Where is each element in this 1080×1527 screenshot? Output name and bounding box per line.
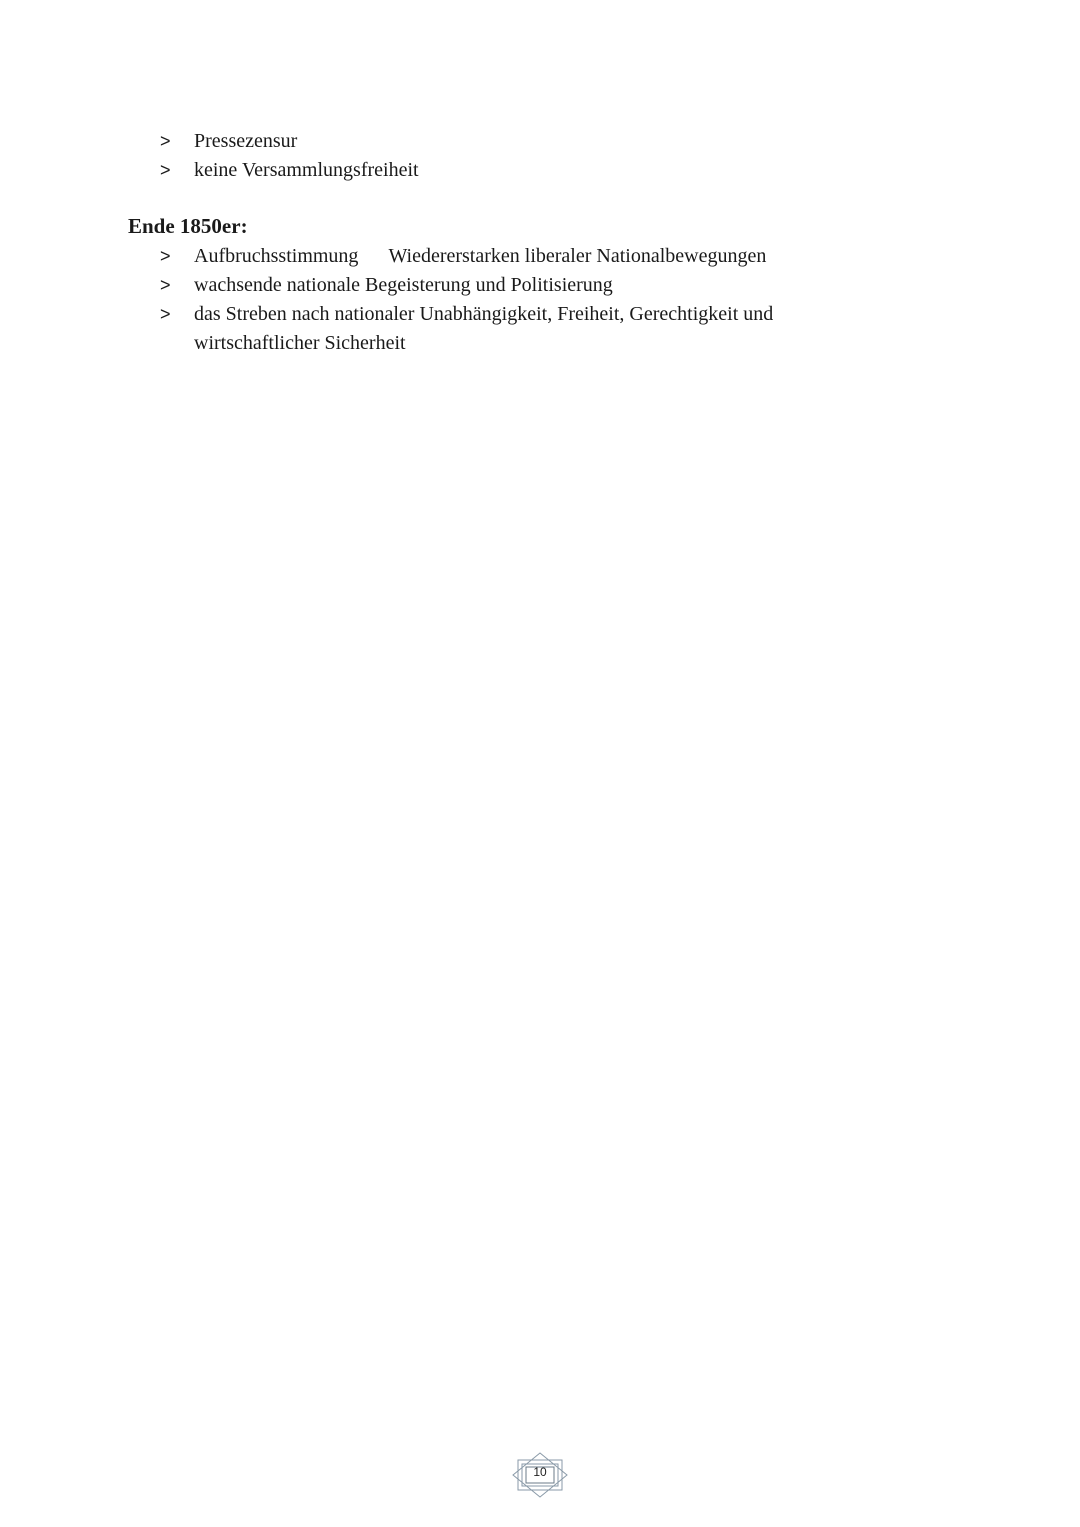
bullet-arrow-icon: > <box>160 275 171 295</box>
bullet-arrow-icon: > <box>160 131 171 151</box>
page-number-badge <box>512 1452 568 1498</box>
section-heading: Ende 1850er: <box>128 214 248 238</box>
list-item <box>160 156 419 185</box>
list-item-text: das Streben nach nationaler Unabhängigkeit, Freiheit, Gerechtigkeit und wirtschaftlicher Sicherheit <box>194 303 774 354</box>
bullet-list-top <box>160 127 419 185</box>
list-item-text: Wiedererstarken liberaler Nationalbewegungen <box>388 245 767 267</box>
list-item-text: keine Versammlungsfreiheit <box>194 159 419 181</box>
list-item-text: Pressezensur <box>194 130 298 152</box>
page-number: 10 <box>533 1465 547 1479</box>
list-item <box>160 127 419 156</box>
list-item-text: Aufbruchsstimmung <box>194 245 359 267</box>
list-item <box>160 242 854 271</box>
bullet-arrow-icon: > <box>160 304 171 324</box>
list-item-text: wachsende nationale Begeisterung und Politisierung <box>194 274 613 296</box>
bullet-arrow-icon: > <box>160 246 171 266</box>
bullet-arrow-icon: > <box>160 160 171 180</box>
bullet-list-ende <box>160 242 854 358</box>
list-item <box>160 271 854 300</box>
list-item <box>160 300 854 358</box>
